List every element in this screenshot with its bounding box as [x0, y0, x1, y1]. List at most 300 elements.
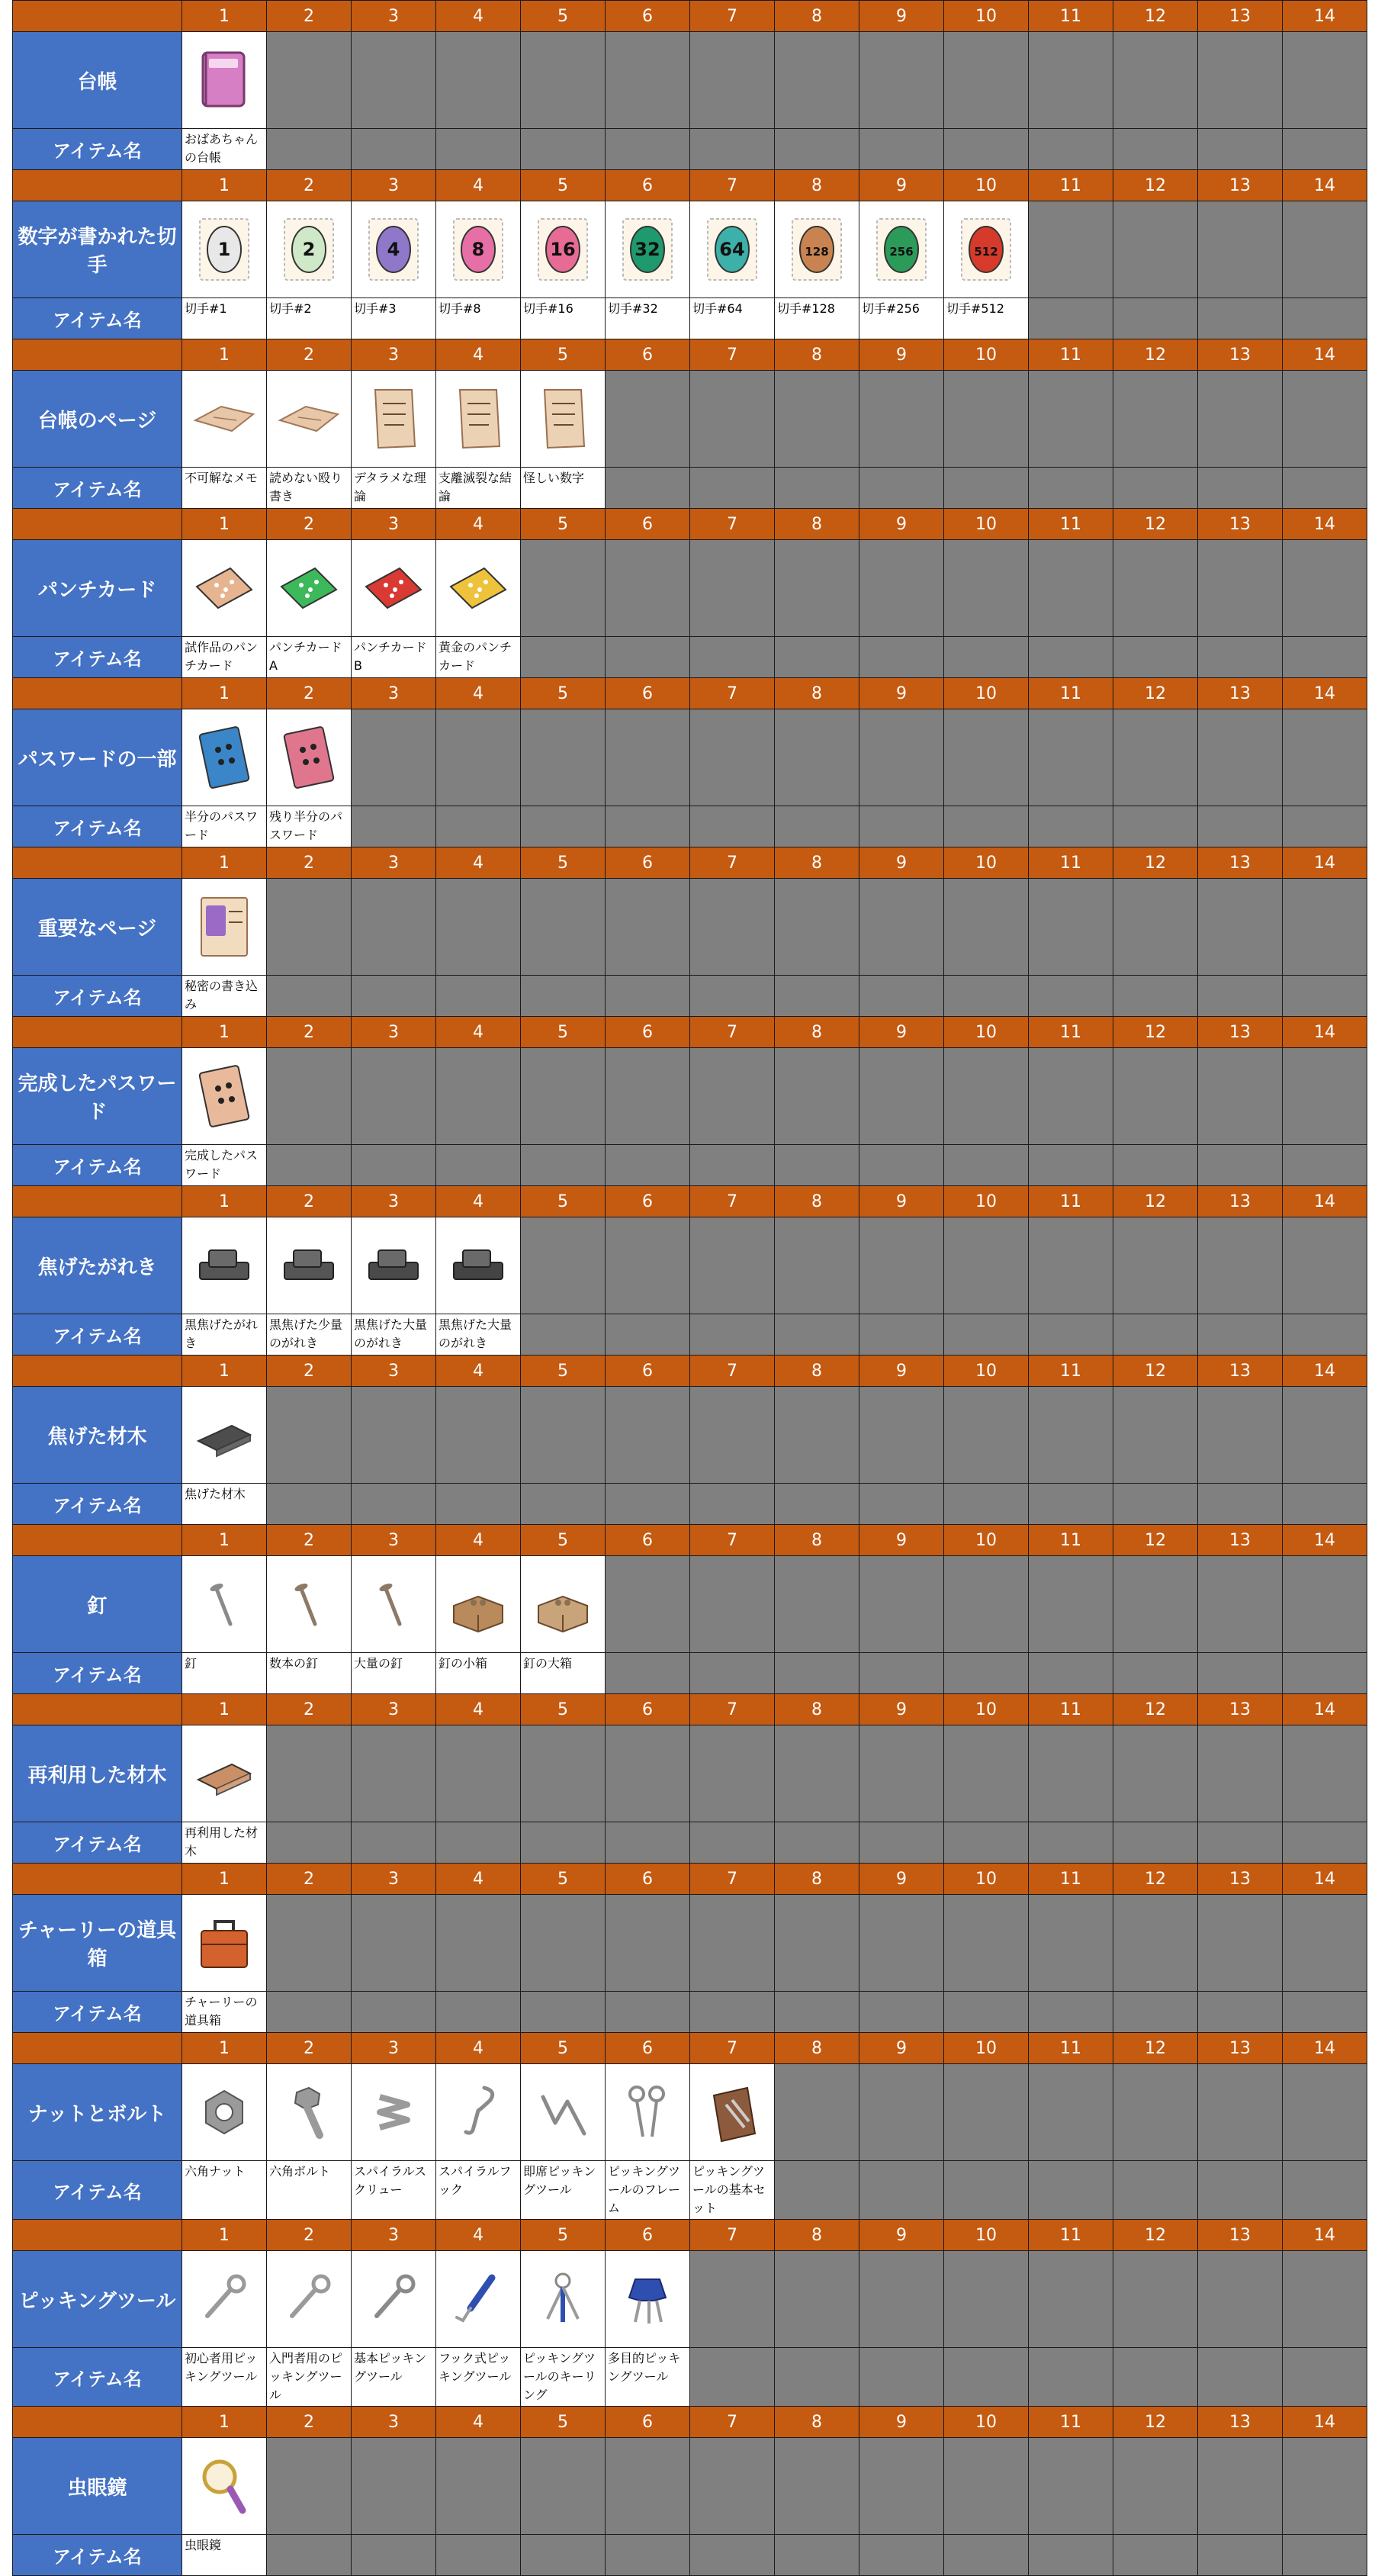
column-number: 3 [352, 1356, 436, 1387]
empty-cell [1283, 201, 1367, 298]
item-image-row [13, 540, 1367, 637]
column-number: 3 [352, 1864, 436, 1895]
empty-cell [944, 129, 1029, 170]
empty-cell [775, 1556, 859, 1653]
empty-cell [606, 879, 690, 976]
column-number: 1 [182, 1017, 267, 1048]
column-number: 5 [521, 1694, 606, 1725]
empty-cell [859, 806, 944, 847]
empty-cell [1113, 1145, 1198, 1186]
item-image-cell[interactable] [352, 2064, 436, 2161]
item-image-cell[interactable] [182, 2438, 267, 2535]
column-number: 13 [1198, 1, 1283, 32]
empty-cell [775, 1895, 859, 1992]
item-image-cell[interactable] [182, 2251, 267, 2348]
column-number: 3 [352, 1017, 436, 1048]
column-number: 3 [352, 170, 436, 201]
item-image-cell[interactable] [352, 1556, 436, 1653]
item-name: 切手#64 [690, 298, 775, 339]
svg-text:128: 128 [805, 245, 829, 259]
item-name-row [13, 1484, 1367, 1525]
empty-cell [267, 1822, 352, 1864]
column-number: 9 [859, 847, 944, 879]
empty-cell [944, 1725, 1029, 1822]
column-number: 13 [1198, 339, 1283, 371]
empty-cell [521, 879, 606, 976]
item-image-cell[interactable] [182, 1217, 267, 1314]
item-name: 多目的ピッキングツール [606, 2348, 690, 2407]
empty-cell [1113, 540, 1198, 637]
item-image-cell[interactable] [521, 1556, 606, 1653]
column-number: 2 [267, 1017, 352, 1048]
empty-cell [521, 806, 606, 847]
empty-cell [859, 2348, 944, 2407]
column-header-row [13, 1356, 1367, 1387]
column-number: 14 [1283, 1356, 1367, 1387]
item-image-cell[interactable] [182, 1725, 267, 1822]
item-table [12, 0, 1367, 2576]
rubble-icon [267, 1227, 351, 1304]
item-image-cell[interactable] [436, 1556, 521, 1653]
column-number: 11 [1029, 1186, 1113, 1217]
item-image-cell[interactable] [436, 540, 521, 637]
column-number: 1 [182, 2407, 267, 2438]
empty-cell [1198, 2438, 1283, 2535]
item-name: 切手#1 [182, 298, 267, 339]
empty-cell [859, 1822, 944, 1864]
empty-cell [352, 1484, 436, 1525]
empty-cell [1198, 1048, 1283, 1145]
column-number: 9 [859, 1, 944, 32]
item-image-cell[interactable] [436, 371, 521, 468]
item-name: 黄金のパンチカード [436, 637, 521, 678]
column-number: 13 [1198, 509, 1283, 540]
item-name: 数本の釘 [267, 1653, 352, 1694]
empty-cell [690, 2348, 775, 2407]
item-image-cell[interactable] [267, 201, 352, 298]
empty-cell [859, 1725, 944, 1822]
empty-cell [436, 1145, 521, 1186]
item-image-cell[interactable] [182, 1895, 267, 1992]
item-image-cell[interactable] [182, 1556, 267, 1653]
item-name: 基本ピッキングツール [352, 2348, 436, 2407]
empty-cell [944, 32, 1029, 129]
empty-cell [1029, 1822, 1113, 1864]
item-image-cell[interactable] [267, 1556, 352, 1653]
empty-cell [1283, 1822, 1367, 1864]
empty-cell [1113, 1992, 1198, 2033]
column-number: 7 [690, 1, 775, 32]
column-number: 8 [775, 509, 859, 540]
empty-cell [1283, 709, 1367, 806]
empty-cell [1113, 976, 1198, 1017]
column-header-row [13, 1186, 1367, 1217]
note-paper-icon [182, 381, 266, 457]
stamp-icon [352, 211, 435, 288]
column-number: 11 [1029, 1864, 1113, 1895]
item-image-cell[interactable] [352, 371, 436, 468]
empty-cell [1113, 129, 1198, 170]
empty-cell [1113, 1653, 1198, 1694]
column-number: 12 [1113, 847, 1198, 879]
item-image-cell[interactable] [267, 371, 352, 468]
column-number: 2 [267, 1356, 352, 1387]
empty-cell [944, 1387, 1029, 1484]
column-number: 1 [182, 2220, 267, 2251]
header-corner [13, 847, 182, 879]
empty-cell [1029, 1556, 1113, 1653]
column-number: 5 [521, 2407, 606, 2438]
column-number: 3 [352, 2033, 436, 2064]
empty-cell [775, 637, 859, 678]
column-number: 4 [436, 678, 521, 709]
empty-cell [1198, 2348, 1283, 2407]
item-image-cell[interactable] [775, 201, 859, 298]
item-image-cell[interactable] [267, 1217, 352, 1314]
empty-cell [1029, 1484, 1113, 1525]
item-name: パンチカードA [267, 637, 352, 678]
item-image-cell[interactable] [267, 2251, 352, 2348]
pick-tool-icon [182, 2261, 266, 2337]
column-number: 4 [436, 1017, 521, 1048]
column-number: 8 [775, 1, 859, 32]
item-image-cell[interactable] [182, 1387, 267, 1484]
item-name-label: アイテム名 [13, 2348, 182, 2407]
category-label: パンチカード [13, 540, 182, 637]
empty-cell [1029, 976, 1113, 1017]
empty-cell [1283, 298, 1367, 339]
empty-cell [859, 1217, 944, 1314]
column-header-row [13, 678, 1367, 709]
item-name-row [13, 1992, 1367, 2033]
column-number: 5 [521, 1017, 606, 1048]
column-number: 6 [606, 509, 690, 540]
item-name-label: アイテム名 [13, 468, 182, 509]
item-image-cell[interactable] [521, 371, 606, 468]
column-number: 5 [521, 2033, 606, 2064]
header-corner [13, 509, 182, 540]
item-image-cell[interactable] [267, 540, 352, 637]
scroll-paper-icon [436, 381, 520, 457]
multi-pick-icon [606, 2261, 689, 2337]
item-image-cell[interactable] [182, 879, 267, 976]
empty-cell [606, 709, 690, 806]
column-number: 12 [1113, 678, 1198, 709]
item-image-cell[interactable] [944, 201, 1029, 298]
empty-cell [1029, 2064, 1113, 2161]
item-name-row [13, 468, 1367, 509]
column-number: 2 [267, 1694, 352, 1725]
item-image-cell[interactable] [352, 201, 436, 298]
item-image-row [13, 201, 1367, 298]
item-name-label: アイテム名 [13, 1145, 182, 1186]
empty-cell [352, 1992, 436, 2033]
column-number: 2 [267, 2033, 352, 2064]
item-image-cell[interactable] [436, 201, 521, 298]
empty-cell [606, 1048, 690, 1145]
column-number: 6 [606, 2407, 690, 2438]
empty-cell [352, 709, 436, 806]
empty-cell [606, 2438, 690, 2535]
column-number: 3 [352, 2220, 436, 2251]
empty-cell [606, 1484, 690, 1525]
empty-cell [352, 879, 436, 976]
column-number: 8 [775, 1864, 859, 1895]
column-number: 5 [521, 1, 606, 32]
empty-cell [1113, 637, 1198, 678]
column-number: 4 [436, 1356, 521, 1387]
column-number: 3 [352, 1525, 436, 1556]
punch-card-icon [267, 550, 351, 626]
lumber-icon [182, 1735, 266, 1812]
column-number: 9 [859, 1186, 944, 1217]
item-image-cell[interactable] [182, 2064, 267, 2161]
rubble-icon [182, 1227, 266, 1304]
empty-cell [1283, 2161, 1367, 2220]
item-name-label: アイテム名 [13, 2161, 182, 2220]
hex-nut-icon [182, 2074, 266, 2150]
empty-cell [775, 1314, 859, 1356]
empty-cell [775, 371, 859, 468]
column-number: 2 [267, 847, 352, 879]
empty-cell [1198, 2251, 1283, 2348]
empty-cell [1198, 2064, 1283, 2161]
column-number: 13 [1198, 847, 1283, 879]
item-image-cell[interactable] [690, 201, 775, 298]
item-image-cell[interactable] [606, 2251, 690, 2348]
header-corner [13, 1864, 182, 1895]
column-number: 11 [1029, 2033, 1113, 2064]
column-number: 4 [436, 170, 521, 201]
item-image-cell[interactable] [690, 2064, 775, 2161]
column-number: 7 [690, 847, 775, 879]
item-image-cell[interactable] [521, 201, 606, 298]
column-number: 1 [182, 1864, 267, 1895]
item-image-cell[interactable] [606, 201, 690, 298]
empty-cell [859, 1145, 944, 1186]
empty-cell [606, 129, 690, 170]
empty-cell [521, 129, 606, 170]
item-name-label: アイテム名 [13, 129, 182, 170]
empty-cell [1198, 806, 1283, 847]
empty-cell [690, 1048, 775, 1145]
empty-cell [690, 1145, 775, 1186]
column-number: 5 [521, 2220, 606, 2251]
item-image-cell[interactable] [521, 2251, 606, 2348]
column-number: 7 [690, 1525, 775, 1556]
item-image-cell[interactable] [436, 2251, 521, 2348]
nail-icon [182, 1566, 266, 1642]
column-number: 10 [944, 339, 1029, 371]
empty-cell [1113, 468, 1198, 509]
empty-cell [944, 2348, 1029, 2407]
item-image-cell[interactable] [436, 2064, 521, 2161]
column-number: 1 [182, 339, 267, 371]
empty-cell [944, 1314, 1029, 1356]
item-name: 入門者用のピッキングツール [267, 2348, 352, 2407]
column-number: 6 [606, 678, 690, 709]
item-image-cell[interactable] [436, 1217, 521, 1314]
column-number: 4 [436, 1864, 521, 1895]
column-number: 9 [859, 1525, 944, 1556]
column-number: 12 [1113, 1694, 1198, 1725]
column-number: 2 [267, 678, 352, 709]
item-image-row [13, 1048, 1367, 1145]
column-number: 8 [775, 2407, 859, 2438]
item-sheet [12, 0, 1367, 2576]
item-name-row [13, 298, 1367, 339]
item-image-cell[interactable] [267, 2064, 352, 2161]
item-image-row [13, 2438, 1367, 2535]
column-header-row [13, 170, 1367, 201]
column-number: 5 [521, 170, 606, 201]
empty-cell [1029, 1992, 1113, 2033]
empty-cell [1029, 1314, 1113, 1356]
empty-cell [267, 1992, 352, 2033]
category-label: 再利用した材木 [13, 1725, 182, 1822]
empty-cell [1198, 298, 1283, 339]
column-number: 3 [352, 1186, 436, 1217]
column-number: 11 [1029, 339, 1113, 371]
item-image-cell[interactable] [182, 709, 267, 806]
toolbox-icon [182, 1905, 266, 1981]
item-image-cell[interactable] [182, 540, 267, 637]
nail-icon [352, 1566, 435, 1642]
empty-cell [352, 1895, 436, 1992]
empty-cell [1283, 1217, 1367, 1314]
empty-cell [859, 371, 944, 468]
column-number: 4 [436, 1, 521, 32]
item-name-row [13, 976, 1367, 1017]
column-number: 10 [944, 509, 1029, 540]
empty-cell [1113, 2064, 1198, 2161]
empty-cell [606, 1895, 690, 1992]
hook-pick-icon [436, 2261, 520, 2337]
empty-cell [944, 2161, 1029, 2220]
column-number: 1 [182, 2033, 267, 2064]
item-name-row [13, 806, 1367, 847]
empty-cell [1029, 2161, 1113, 2220]
column-number: 14 [1283, 1525, 1367, 1556]
svg-text:256: 256 [889, 245, 914, 259]
item-image-cell[interactable] [182, 371, 267, 468]
column-number: 12 [1113, 2220, 1198, 2251]
punch-card-icon [436, 550, 520, 626]
empty-cell [267, 129, 352, 170]
empty-cell [1283, 1992, 1367, 2033]
empty-cell [1029, 1387, 1113, 1484]
empty-cell [775, 1822, 859, 1864]
item-name: 秘密の書き込み [182, 976, 267, 1017]
column-number: 14 [1283, 1186, 1367, 1217]
item-image-cell[interactable] [859, 201, 944, 298]
empty-cell [521, 1217, 606, 1314]
empty-cell [606, 371, 690, 468]
item-image-cell[interactable] [521, 2064, 606, 2161]
empty-cell [944, 1822, 1029, 1864]
column-number: 12 [1113, 2407, 1198, 2438]
empty-cell [267, 1048, 352, 1145]
column-number: 14 [1283, 1864, 1367, 1895]
empty-cell [775, 129, 859, 170]
item-image-cell[interactable] [182, 201, 267, 298]
empty-cell [606, 1992, 690, 2033]
password-card-icon [267, 719, 351, 796]
empty-cell [352, 129, 436, 170]
empty-cell [944, 1992, 1029, 2033]
item-image-cell[interactable] [182, 1048, 267, 1145]
empty-cell [690, 371, 775, 468]
empty-cell [606, 1556, 690, 1653]
column-number: 6 [606, 1864, 690, 1895]
column-header-row [13, 847, 1367, 879]
empty-cell [1283, 1145, 1367, 1186]
empty-cell [944, 1217, 1029, 1314]
item-image-row [13, 2251, 1367, 2348]
item-name: 半分のパスワード [182, 806, 267, 847]
empty-cell [775, 1484, 859, 1525]
item-image-cell[interactable] [352, 1217, 436, 1314]
column-number: 9 [859, 1356, 944, 1387]
column-number: 14 [1283, 339, 1367, 371]
item-name: スパイラルフック [436, 2161, 521, 2220]
empty-cell [1283, 1725, 1367, 1822]
column-number: 7 [690, 170, 775, 201]
item-image-cell[interactable] [352, 540, 436, 637]
empty-cell [436, 1895, 521, 1992]
category-label: チャーリーの道具箱 [13, 1895, 182, 1992]
column-number: 11 [1029, 2220, 1113, 2251]
empty-cell [1198, 468, 1283, 509]
column-number: 5 [521, 1356, 606, 1387]
item-name: 完成したパスワード [182, 1145, 267, 1186]
column-number: 14 [1283, 170, 1367, 201]
item-image-cell[interactable] [267, 709, 352, 806]
empty-cell [1029, 2535, 1113, 2576]
item-name: 黒焦げた大量のがれき [352, 1314, 436, 1356]
item-name: おばあちゃんの台帳 [182, 129, 267, 170]
empty-cell [944, 468, 1029, 509]
column-number: 6 [606, 170, 690, 201]
empty-cell [1113, 1314, 1198, 1356]
empty-cell [1283, 1484, 1367, 1525]
empty-cell [1198, 1992, 1283, 2033]
column-number: 13 [1198, 1356, 1283, 1387]
column-number: 6 [606, 339, 690, 371]
empty-cell [859, 1048, 944, 1145]
ledger-book-icon [182, 42, 266, 118]
empty-cell [690, 1653, 775, 1694]
empty-cell [1113, 2161, 1198, 2220]
empty-cell [521, 1992, 606, 2033]
item-name: 読めない殴り書き [267, 468, 352, 509]
item-name-row [13, 1145, 1367, 1186]
item-name-label: アイテム名 [13, 1484, 182, 1525]
lumber-icon [182, 1397, 266, 1473]
item-name-row [13, 1822, 1367, 1864]
empty-cell [606, 637, 690, 678]
column-number: 9 [859, 2220, 944, 2251]
item-image-cell[interactable] [182, 32, 267, 129]
item-name: 釘の大箱 [521, 1653, 606, 1694]
column-number: 1 [182, 1, 267, 32]
item-image-cell[interactable] [606, 2064, 690, 2161]
empty-cell [1283, 1387, 1367, 1484]
column-number: 14 [1283, 847, 1367, 879]
item-image-cell[interactable] [352, 2251, 436, 2348]
empty-cell [436, 1992, 521, 2033]
column-header-row [13, 1864, 1367, 1895]
